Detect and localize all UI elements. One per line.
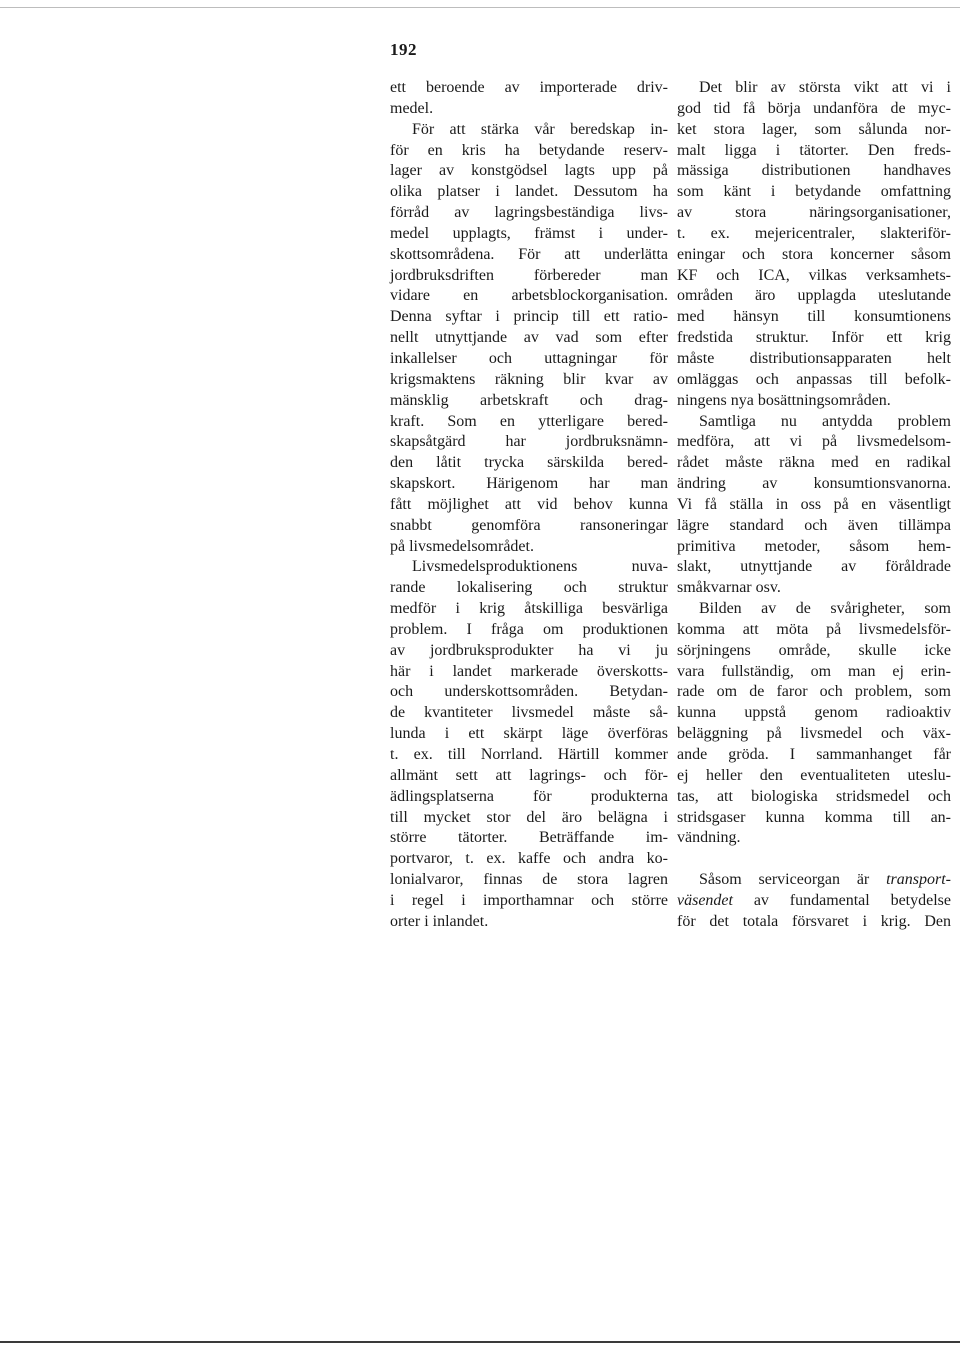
text-line: av stora näringsorganisationer, — [677, 204, 951, 222]
text-line: portvaror, t. ex. kaffe och andra ko- — [390, 850, 668, 868]
text-line: medel upplagts, främst i under- — [390, 224, 668, 242]
text-line: kraft. Som en ytterligare bered- — [390, 412, 668, 430]
text-line: lägre standard och även tillämpa — [677, 516, 951, 534]
text-line: allmänt sett att lagrings- och för- — [390, 766, 668, 784]
text-line: krigsmaktens räkning blir kvar av — [390, 370, 668, 388]
text-line: malt ligga i tätorter. Den freds- — [677, 141, 951, 159]
text-line: komma att möta på livsmedelsför- — [677, 620, 951, 638]
text-line: småkvarnar osv. — [677, 579, 781, 597]
text-line: medel. — [390, 99, 434, 117]
text-line: ningens nya bosättningsområden. — [677, 391, 891, 409]
text-line: Bilden av de svårigheter, som — [699, 600, 951, 618]
text-line: t. ex. mejericentraler, slakteriför- — [677, 224, 951, 242]
text-line: god tid få börja undanföra de myc- — [677, 99, 951, 117]
text-line: de kvantiteter livsmedel måste så- — [390, 704, 668, 722]
text-line: på livsmedelsområdet. — [390, 537, 534, 555]
text-line: den låtit trycka särskilda bered- — [390, 454, 668, 472]
text-line: måste distributionsapparaten helt — [677, 349, 951, 367]
text-line: stridsgaser kunna komma till an- — [677, 808, 951, 826]
text-line: av jordbruksprodukter ha vi ju — [390, 641, 668, 659]
text-line: nellt utnyttjande av vad som efter — [390, 329, 668, 347]
text-line: Denna syftar i princip till ett ratio- — [390, 308, 668, 326]
page-number: 192 — [390, 40, 417, 59]
text-line: mässiga distributionen handhaves — [677, 162, 951, 180]
text-line: slakt, utnyttjande av föråldrade — [677, 558, 951, 576]
text-line: Livsmedelsproduktionens nuva- — [412, 558, 668, 576]
text-line: med hänsyn till konsumtionens — [677, 308, 951, 326]
text-line: ket stora lager, som sålunda nor- — [677, 120, 951, 138]
text-line: lunda i ett skärpt läge överföras — [390, 725, 668, 743]
text-line: Det blir av största vikt att vi i — [699, 79, 951, 96]
text-line: sörjningens område, skulle icke — [677, 641, 951, 659]
text-line: skapsåtgärd har jordbruksnämn- — [390, 433, 668, 451]
text-line: Såsom serviceorgan är transport- — [699, 871, 951, 889]
text-line: för en kris ha betydande reserv- — [390, 141, 668, 159]
text-line: KF och ICA, vilkas verksamhets- — [677, 266, 951, 284]
text-line: medföra, att vi på livsmedelsom- — [677, 433, 951, 451]
text-line: För att stärka vår beredskap in- — [412, 120, 668, 138]
text-line: lager av konstgödsel lagts upp på — [390, 162, 668, 180]
text-line: ändring av konsumtionsvanorna. — [677, 475, 951, 493]
text-line: kunna uppstå genom radioaktiv — [677, 704, 951, 722]
text-line: inkallelser och uttagningar för — [390, 349, 668, 367]
text-line: snabbt genomföra ransoneringar — [390, 516, 668, 534]
text-line: orter i inlandet. — [390, 912, 489, 930]
text-line: Samtliga nu antydda problem — [699, 412, 951, 430]
text-line: primitiva metoder, såsom hem- — [677, 537, 951, 555]
text-line: som känt i betydande omfattning — [677, 183, 951, 201]
italic-text: väsendet — [677, 891, 733, 909]
text-line: större tätorter. Beträffande im- — [390, 829, 668, 847]
text-line: väsendet av fundamental betydelse — [677, 891, 951, 909]
text-line: vara fullständig, om man ej erin- — [677, 662, 951, 680]
text-line: vidare en arbetsblockorganisation. — [390, 287, 668, 305]
text-line: lonialvaror, finnas de stora lagren — [390, 871, 668, 889]
text-line: fått möjlighet att vid behov kunna — [390, 495, 668, 513]
text-line: ej heller den eventualiteten uteslu- — [677, 766, 951, 784]
text-line: ande gröda. I sammanhanget får — [677, 746, 951, 763]
text-line: jordbruksdriften förbereder man — [390, 266, 668, 284]
text-line: eningar och stora koncerner såsom — [677, 245, 951, 263]
text-line: förråd av lagringsbeständiga livs- — [390, 204, 668, 222]
right-column — [677, 78, 951, 933]
text-line: rådet måste räkna med en radikal — [677, 454, 951, 472]
text-line: mänsklig arbetskraft och drag- — [390, 391, 668, 409]
text-line: ett beroende av importerade driv- — [390, 79, 668, 96]
text-line: beläggning på livsmedel och väx- — [677, 725, 951, 743]
text-line: t. ex. till Norrland. Härtill kommer — [390, 746, 668, 763]
text-line: Vi få ställa in oss på en väsentligt — [677, 495, 951, 513]
text-line: medför i krig åtskilliga besvärliga — [390, 600, 668, 618]
text-line: skapskort. Härigenom har man — [390, 475, 668, 493]
italic-text: transport- — [886, 871, 951, 889]
text-line: här i landet markerade överskotts- — [390, 662, 668, 680]
text-line: omläggas och anpassas till befolk- — [677, 370, 951, 388]
text-line: tas, att biologiska stridsmedel och — [677, 787, 951, 805]
text-line: områden äro upplagda uteslutande — [677, 287, 951, 305]
text-line: rade om de faror och problem, som — [677, 683, 951, 701]
text-line: rande lokalisering och struktur — [390, 579, 668, 597]
text-line: fredstida struktur. Inför ett krig — [677, 329, 951, 347]
text-line: för det totala försvaret i krig. Den — [677, 912, 951, 930]
text-line: vändning. — [677, 829, 741, 847]
left-column — [390, 78, 668, 933]
text-line: problem. I fråga om produktionen — [390, 620, 668, 638]
text-line: till mycket stor del äro belägna i — [390, 808, 668, 826]
text-line: ädlingsplatserna för produkterna — [390, 787, 668, 805]
text-line: skottsområdena. För att underlätta — [390, 245, 668, 263]
scan-edge-bottom — [0, 1341, 960, 1343]
text-line: i regel i importhamnar och större — [390, 891, 668, 909]
text-line: och underskottsområden. Betydan- — [390, 683, 668, 701]
scan-edge-top — [0, 7, 960, 8]
text-line: olika platser i landet. Dessutom ha — [390, 183, 668, 201]
paragraph-gap — [677, 849, 951, 870]
